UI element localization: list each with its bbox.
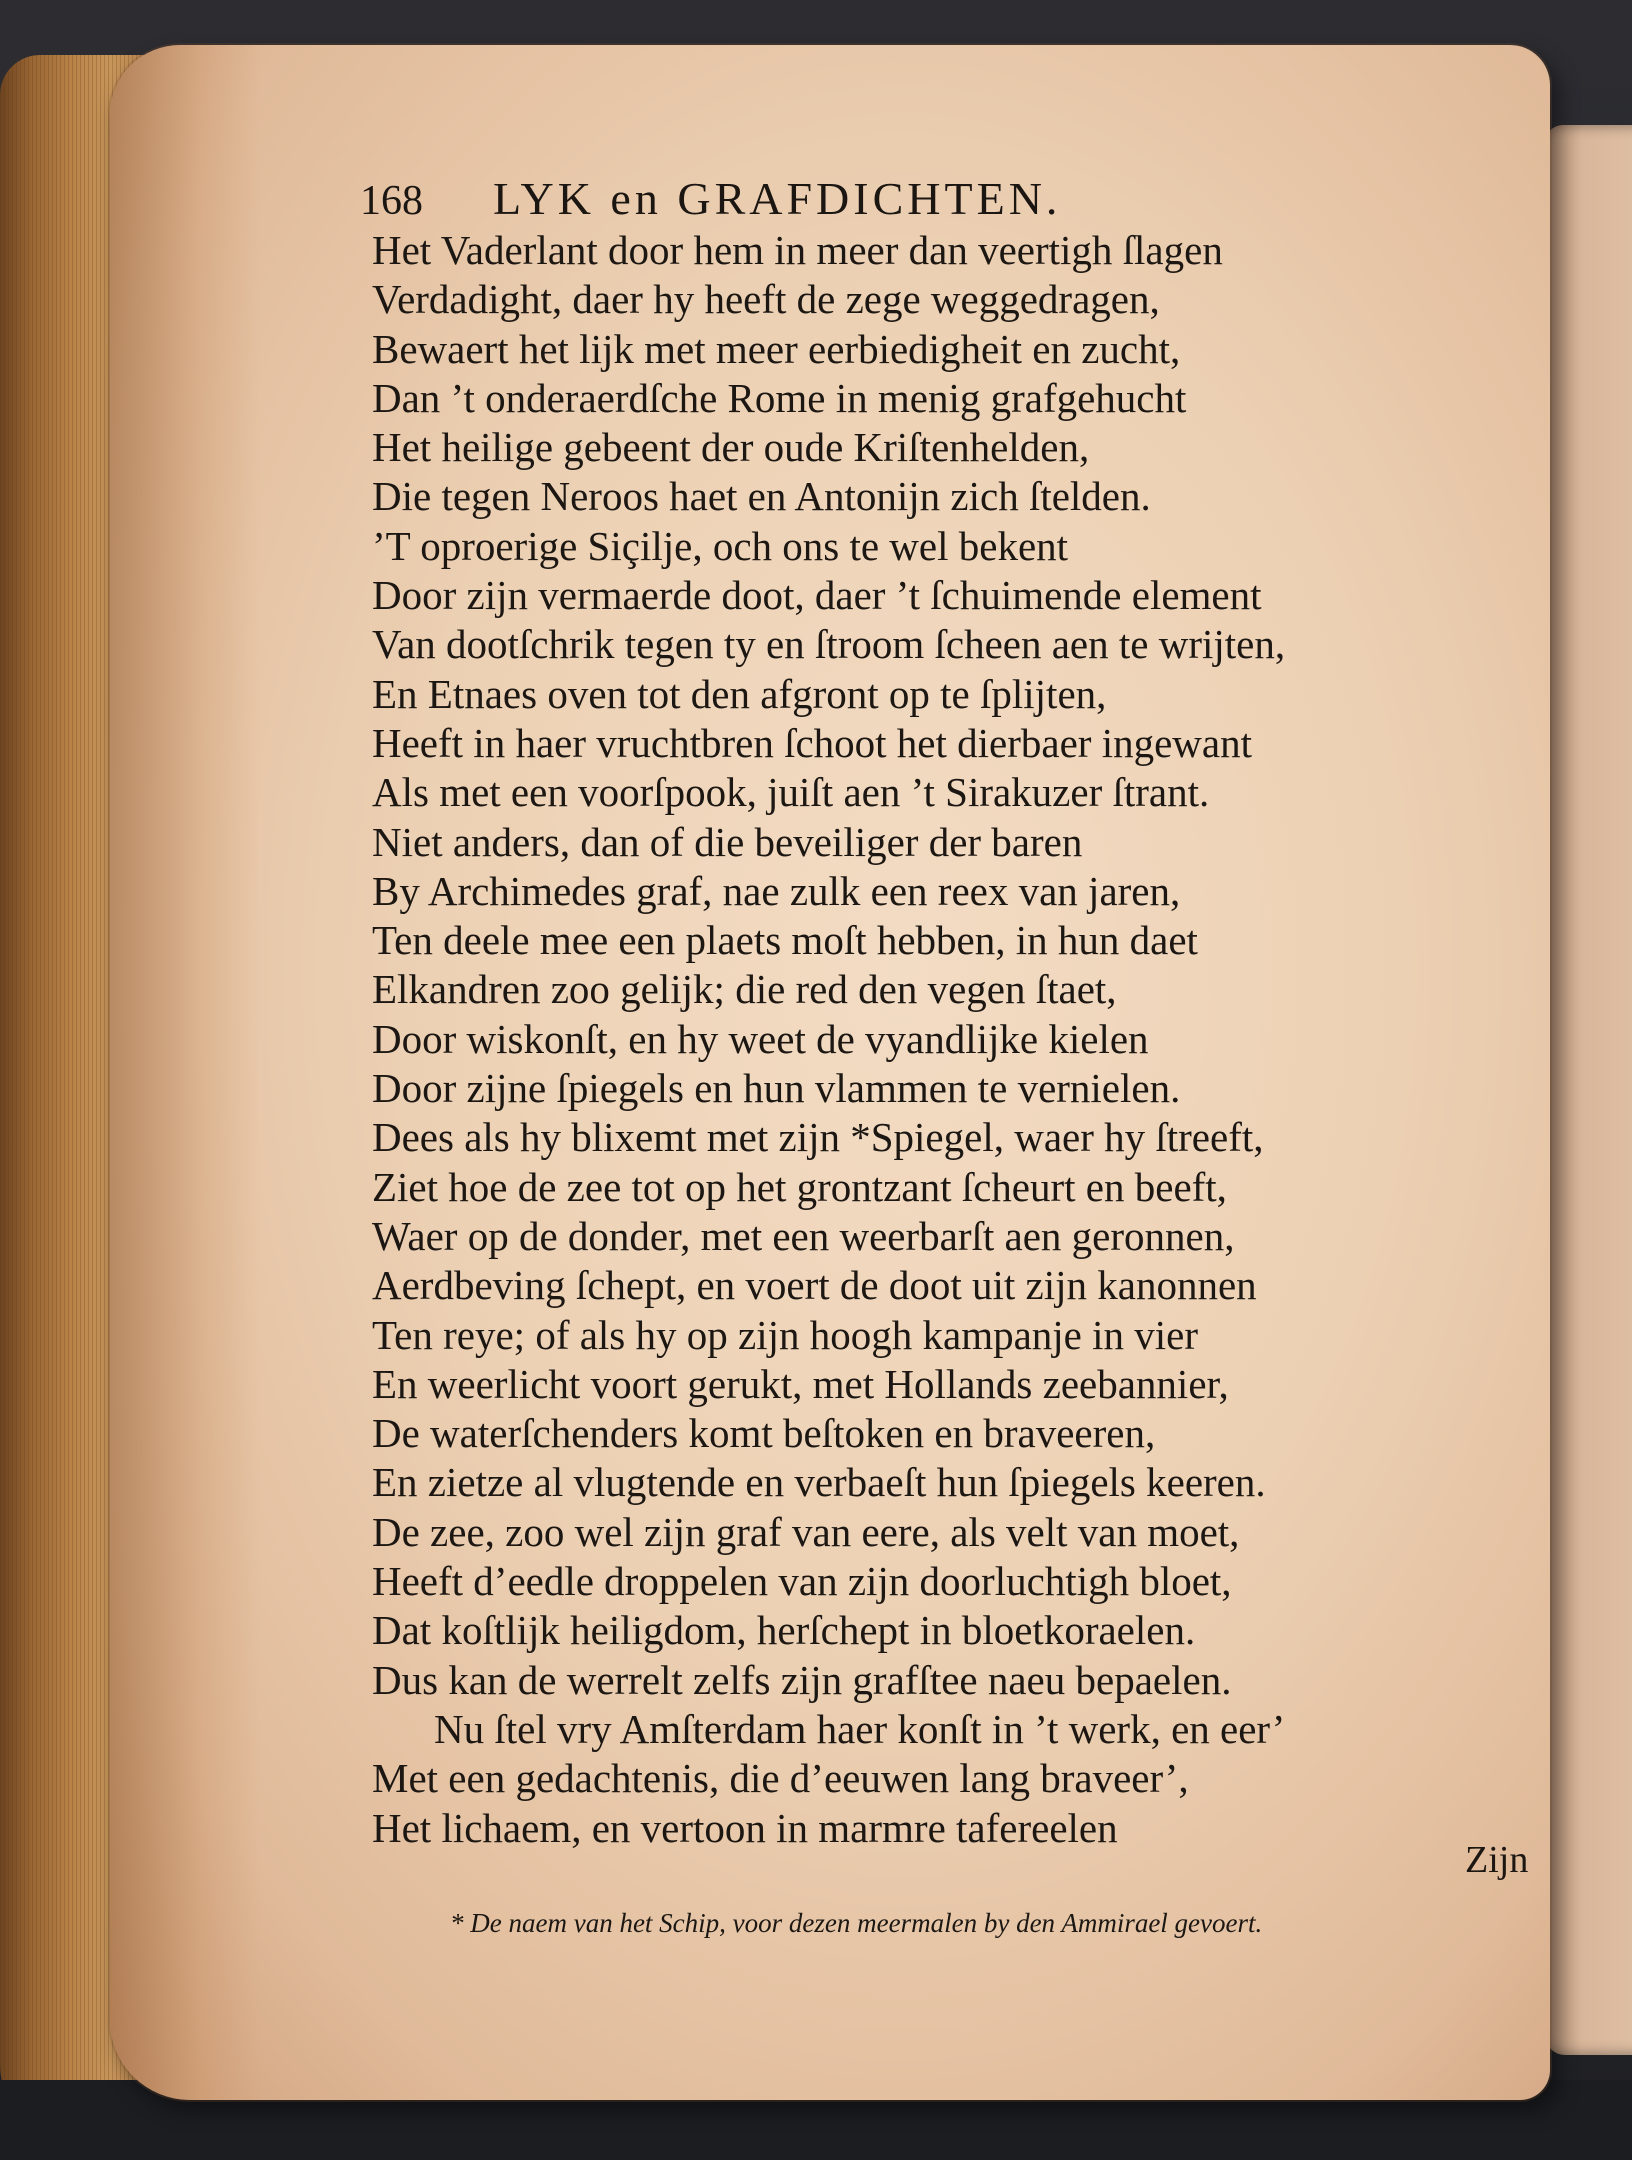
- poem-line: Dat koſtlijk heiligdom, herſchept in bloetkoraelen.: [372, 1607, 1196, 1654]
- poem-line: Door zijn vermaerde doot, daer ’t ſchuimende element: [372, 572, 1262, 619]
- poem-line: Met een gedachtenis, die d’eeuwen lang braveer’,: [372, 1755, 1189, 1802]
- poem-line: Ziet hoe de zee tot op het grontzant ſcheurt en beeft,: [372, 1163, 1227, 1210]
- poem-line: Heeft in haer vruchtbren ſchoot het dierbaer ingewant: [372, 719, 1252, 766]
- running-head: [360, 172, 1380, 225]
- poem-line: Dan ’t onderaerdſche Rome in menig grafgehucht: [372, 374, 1187, 421]
- poem-line: ’T oproerige Siçilje, och ons te wel bekent: [372, 522, 1069, 569]
- poem-line: Aerdbeving ſchept, en voert de doot uit zijn kanonnen: [372, 1262, 1257, 1309]
- poem-line: En weerlicht voort gerukt, met Hollands zeebannier,: [372, 1360, 1229, 1407]
- poem-line: En zietze al vlugtende en verbaeſt hun ſpiegels keeren.: [372, 1459, 1266, 1506]
- poem-line: Als met een voorſpook, juiſt aen ’t Sirakuzer ſtrant.: [372, 769, 1210, 816]
- poem-line: Verdadight, daer hy heeft de zege weggedragen,: [372, 276, 1160, 323]
- poem-text: [372, 226, 1472, 1853]
- poem-line: Elkandren zoo gelijk; die red den vegen ſtaet,: [372, 966, 1117, 1013]
- poem-line: Niet anders, dan of die beveiliger der baren: [372, 818, 1083, 865]
- poem-line: Door zijne ſpiegels en hun vlammen te vernielen.: [372, 1065, 1181, 1112]
- poem-line: De zee, zoo wel zijn graf van eere, als velt van moet,: [372, 1508, 1240, 1555]
- poem-line: Nu ſtel vry Amſterdam haer konſt in ’t werk, en eer’: [434, 1705, 1286, 1752]
- footnote: * De naem van het Schip, voor dezen meermalen by den Ammirael gevoert.: [450, 1908, 1263, 1938]
- poem-line: Het heilige gebeent der oude Kriſtenhelden,: [372, 424, 1090, 471]
- poem-line: Ten deele mee een plaets moſt hebben, in hun daet: [372, 917, 1198, 964]
- page-number: 168: [360, 178, 423, 224]
- poem-line: Door wiskonſt, en hy weet de vyandlijke kielen: [372, 1015, 1149, 1062]
- poem-line: By Archimedes graf, nae zulk een reex van jaren,: [372, 867, 1181, 914]
- poem-line: Die tegen Neroos haet en Antonijn zich ſtelden.: [372, 473, 1151, 520]
- poem-line: En Etnaes oven tot den afgront op te ſplijten,: [372, 670, 1107, 717]
- poem-line: Het lichaem, en vertoon in marmre tafereelen: [372, 1804, 1118, 1851]
- poem-line: Waer op de donder, met een weerbarſt aen geronnen,: [372, 1212, 1235, 1259]
- facing-page-edge: [1545, 125, 1632, 2055]
- poem-line: De waterſchenders komt beſtoken en braveeren,: [372, 1410, 1156, 1457]
- poem-line: Dees als hy blixemt met zijn *Spiegel, waer hy ſtreeft,: [372, 1114, 1264, 1161]
- poem-line: Dus kan de werrelt zelfs zijn grafſtee naeu bepaelen.: [372, 1656, 1232, 1703]
- poem-line: Bewaert het lijk met meer eerbiedigheit en zucht,: [372, 325, 1181, 372]
- poem-line: Ten reye; of als hy op zijn hoogh kampanje in vier: [372, 1311, 1199, 1358]
- catchword: Zijn: [1465, 1839, 1529, 1881]
- poem-line: Het Vaderlant door hem in meer dan veertigh ſlagen: [372, 227, 1223, 273]
- poem-line: Heeft d’eedle droppelen van zijn doorluchtigh bloet,: [372, 1558, 1232, 1605]
- running-head-title: LYK en GRAFDICHTEN.: [493, 173, 1062, 224]
- poem-line: Van dootſchrik tegen ty en ſtroom ſcheen aen te wrijten,: [372, 621, 1286, 668]
